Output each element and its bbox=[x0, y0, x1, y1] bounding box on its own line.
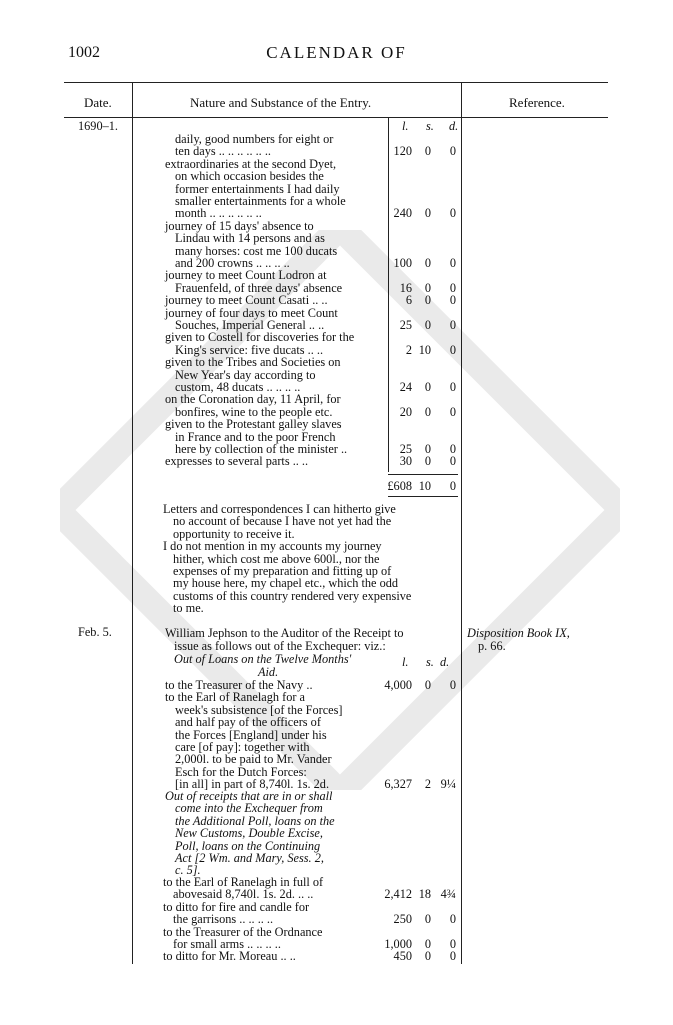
amount-pounds: 6,327 bbox=[384, 777, 412, 792]
entry-line: and half pay of the officers of bbox=[175, 715, 321, 730]
entry-line: Souches, Imperial General .. .. bbox=[175, 318, 325, 332]
amount-shillings: 0 bbox=[424, 442, 431, 456]
entry-line: opportunity to receive it. bbox=[173, 526, 295, 541]
total-rule-bottom bbox=[388, 496, 458, 497]
entry-line: Letters and correspondences I can hitherto give bbox=[163, 502, 396, 516]
heading-loans-1: Out of Loans on the Twelve Months' bbox=[174, 652, 352, 666]
entry-line: given to the Tribes and Societies on bbox=[165, 355, 341, 370]
amount-pence: 0 bbox=[449, 949, 456, 964]
entry-line: here by collection of the minister .. bbox=[175, 442, 348, 456]
amount-shillings: 2 bbox=[424, 777, 431, 792]
amount-pounds: 240 bbox=[393, 206, 412, 221]
amount-pence: 0 bbox=[449, 442, 456, 456]
column-header-nature: Nature and Substance of the Entry. bbox=[190, 95, 372, 110]
entry-line: customs of this country rendered very expensive bbox=[173, 588, 412, 603]
entry-line: given to the Protestant galley slaves bbox=[165, 417, 342, 432]
amount-pounds: 25 bbox=[399, 442, 412, 456]
entry-line: New Year's day according to bbox=[175, 367, 316, 382]
entry-line: to the Earl of Ranelagh in full of bbox=[163, 875, 324, 889]
entry-line: in France and to the poor French bbox=[175, 429, 336, 444]
receipts-heading-line: come into the Exchequer from bbox=[175, 801, 323, 816]
entry-line: on which occasion besides the bbox=[175, 169, 324, 184]
amount-pence: 0 bbox=[449, 678, 456, 692]
amount-pence: 0 bbox=[449, 144, 456, 159]
amount-pounds: 450 bbox=[393, 949, 412, 964]
amount-pounds: 16 bbox=[399, 280, 412, 295]
receipts-heading-line: New Customs, Double Excise, bbox=[175, 826, 323, 841]
entry-line: former entertainments I had daily bbox=[175, 181, 340, 196]
entry-line: [in all] in part of 8,740l. 1s. 2d. bbox=[175, 777, 330, 792]
amount-pence: 0 bbox=[449, 454, 456, 469]
entry-line: bonfires, wine to the people etc. bbox=[175, 404, 333, 419]
amount-pence: 0 bbox=[449, 937, 456, 951]
amount-shillings: 0 bbox=[424, 144, 431, 159]
total-rule-top bbox=[388, 474, 458, 475]
heading-loans-2: Aid. bbox=[258, 665, 279, 679]
entry-line: the garrisons .. .. .. .. bbox=[173, 912, 274, 927]
header-bottom-rule bbox=[64, 117, 608, 118]
amount-pence: 0 bbox=[449, 342, 456, 357]
unit-header-s: s. bbox=[426, 119, 434, 133]
entry-line: journey to meet Count Lodron at bbox=[165, 268, 327, 283]
amount-shillings: 0 bbox=[424, 293, 431, 308]
entry-line: on the Coronation day, 11 April, for bbox=[165, 392, 341, 407]
entry-line: to the Earl of Ranelagh for a bbox=[165, 690, 305, 705]
entry-line: many horses: cost me 100 ducats bbox=[175, 243, 338, 258]
entry-line: hither, which cost me above 600l., nor the bbox=[173, 551, 380, 566]
entry-line: journey of 15 days' absence to bbox=[165, 218, 314, 233]
amount-pounds: 25 bbox=[399, 318, 412, 332]
entry2-date: Feb. 5. bbox=[78, 625, 112, 639]
amount-pence: 4¾ bbox=[440, 887, 456, 902]
amount-pence: 0 bbox=[449, 280, 456, 295]
entry-line: given to Costell for discoveries for the bbox=[165, 330, 355, 345]
running-title: CALENDAR OF bbox=[266, 43, 407, 62]
amount-pounds: 20 bbox=[399, 404, 412, 419]
entry-line: extraordinaries at the second Dyet, bbox=[165, 156, 337, 171]
unit-header-s-2: s. bbox=[426, 655, 434, 669]
amount-pounds: 1,000 bbox=[384, 937, 412, 951]
entry-line: 2,000l. to be paid to Mr. Vander bbox=[175, 752, 332, 767]
column-header-date: Date. bbox=[84, 95, 112, 110]
amount-shillings: 0 bbox=[424, 380, 431, 394]
reference-line-2: p. 66. bbox=[478, 639, 506, 653]
entry-line: to me. bbox=[173, 601, 204, 616]
entry-line: to ditto for Mr. Moreau .. .. bbox=[163, 949, 296, 964]
entry-line: journey to meet Count Casati .. .. bbox=[165, 293, 328, 308]
entry-line: to ditto for fire and candle for bbox=[163, 899, 310, 914]
amount-pounds: 30 bbox=[399, 454, 412, 469]
entry-line: my house here, my chapel etc., which the odd bbox=[173, 576, 399, 591]
amount-shillings: 0 bbox=[424, 206, 431, 221]
amount-shillings: 0 bbox=[424, 937, 431, 951]
amount-pounds: 2,412 bbox=[384, 887, 412, 902]
table-top-rule bbox=[64, 82, 608, 83]
amount-shillings: 0 bbox=[424, 280, 431, 295]
page-number: 1002 bbox=[68, 44, 100, 61]
entry-line: I do not mention in my accounts my journey bbox=[163, 539, 382, 554]
unit-header-l: l. bbox=[402, 119, 409, 133]
amount-pence: 0 bbox=[449, 318, 456, 332]
entry-line: King's service: five ducats .. .. bbox=[175, 342, 324, 357]
entry-line: Lindau with 14 persons and as bbox=[175, 231, 325, 246]
receipts-heading-line: Out of receipts that are in or shall bbox=[165, 789, 333, 803]
amount-pence: 0 bbox=[449, 404, 456, 419]
entry-line: expresses to several parts .. .. bbox=[165, 454, 309, 469]
total-pence: 0 bbox=[449, 479, 456, 493]
amount-pence: 0 bbox=[449, 380, 456, 394]
amount-shillings: 0 bbox=[424, 678, 431, 692]
amount-pence: 9¼ bbox=[440, 777, 456, 792]
entry-line: week's subsistence [of the Forces] bbox=[175, 702, 343, 717]
entry-line: and 200 crowns .. .. .. .. bbox=[175, 256, 290, 270]
entry-line: journey of four days to meet Count bbox=[165, 305, 338, 320]
entry2-intro-2: issue as follows out of the Exchequer: viz.: bbox=[174, 639, 386, 653]
amount-shillings: 0 bbox=[424, 256, 431, 270]
entry-line: smaller entertainments for a whole bbox=[175, 194, 346, 208]
amount-shillings: 0 bbox=[424, 949, 431, 964]
entry-date: 1690–1. bbox=[78, 119, 118, 133]
receipts-heading-line: Act [2 Wm. and Mary, Sess. 2, bbox=[175, 851, 324, 865]
amount-shillings: 10 bbox=[418, 342, 431, 357]
amount-pounds: 24 bbox=[399, 380, 412, 394]
amount-pence: 0 bbox=[449, 206, 456, 221]
entry-line: daily, good numbers for eight or bbox=[175, 132, 334, 146]
amount-pence: 0 bbox=[449, 256, 456, 270]
amount-pounds: 6 bbox=[405, 293, 412, 308]
entry-line: the Forces [England] under his bbox=[175, 727, 327, 742]
entry-line: care [of pay]: together with bbox=[175, 740, 310, 754]
entry-line: for small arms .. .. .. .. bbox=[173, 937, 281, 951]
entry-line: month .. .. .. .. .. .. bbox=[175, 206, 262, 221]
receipts-heading-line: c. 5]. bbox=[175, 863, 201, 878]
receipts-heading-line: the Additional Poll, loans on the bbox=[175, 813, 335, 828]
amount-shillings: 18 bbox=[418, 887, 431, 902]
entry-line: custom, 48 ducats .. .. .. .. bbox=[175, 380, 301, 394]
column-header-reference: Reference. bbox=[509, 95, 565, 110]
entry-line: Esch for the Dutch Forces: bbox=[175, 764, 307, 779]
amount-shillings: 0 bbox=[424, 912, 431, 927]
entry-line: to the Treasurer of the Ordnance bbox=[163, 924, 323, 939]
amount-pounds: 120 bbox=[393, 144, 412, 159]
amount-shillings: 0 bbox=[424, 454, 431, 469]
entry2-intro-1: William Jephson to the Auditor of the Receipt to bbox=[165, 626, 404, 640]
entry-line: Frauenfeld, of three days' absence bbox=[175, 280, 343, 295]
amount-pence: 0 bbox=[449, 912, 456, 927]
unit-header-l-2: l. bbox=[402, 655, 409, 669]
receipts-heading-line: Poll, loans on the Continuing bbox=[175, 838, 321, 853]
amount-pounds: 250 bbox=[393, 912, 412, 927]
amount-shillings: 0 bbox=[424, 318, 431, 332]
amount-pence: 0 bbox=[449, 293, 456, 308]
amount-pounds: 4,000 bbox=[384, 678, 412, 692]
amount-pounds: 2 bbox=[405, 342, 412, 357]
reference-line-1: Disposition Book IX, bbox=[467, 626, 570, 640]
unit-header-d: d. bbox=[449, 119, 459, 133]
total-pounds: £608 bbox=[387, 479, 412, 493]
entry-line: ten days .. .. .. .. .. .. bbox=[175, 144, 271, 159]
unit-header-d-2: d. bbox=[440, 655, 450, 669]
entry-line: to the Treasurer of the Navy .. bbox=[165, 678, 313, 692]
entry-line: abovesaid 8,740l. 1s. 2d. .. .. bbox=[173, 887, 314, 902]
entry-line: no account of because I have not yet had the bbox=[173, 514, 392, 529]
entry-line: expenses of my preparation and fitting up of bbox=[173, 564, 392, 578]
amount-shillings: 0 bbox=[424, 404, 431, 419]
amount-pounds: 100 bbox=[393, 256, 412, 270]
total-shillings: 10 bbox=[418, 479, 431, 493]
